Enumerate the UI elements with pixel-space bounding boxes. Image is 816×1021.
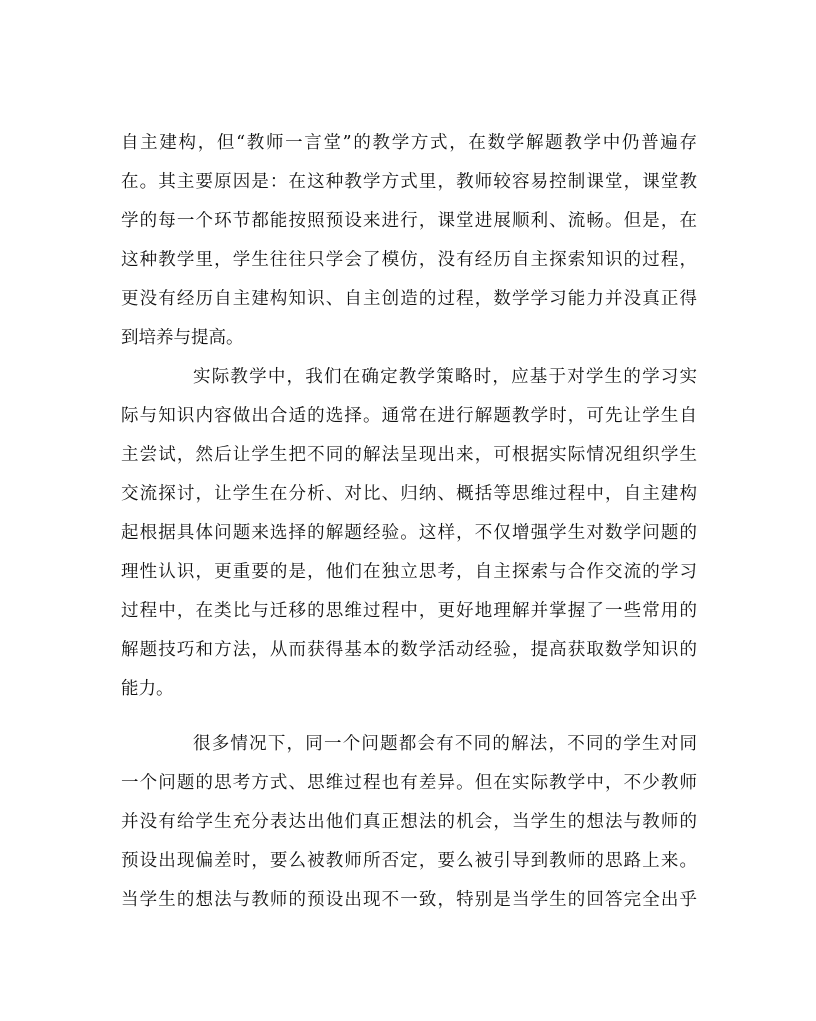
paragraph-1-line-1: 自主建构，但“教师一言堂”的教学方式，在数学解题教学中仍普遍存 bbox=[121, 133, 697, 153]
paragraph-2-line-5: 起根据具体问题来选择的解题经验。这样，不仅增强学生对数学问题的 bbox=[121, 523, 697, 543]
paragraph-3-line-5: 当学生的想法与教师的预设出现不一致，特别是当学生的回答完全出乎 bbox=[121, 890, 697, 910]
paragraph-1-line-6: 到培养与提高。 bbox=[121, 328, 244, 348]
paragraph-1-line-5: 更没有经历自主建构知识、自主创造的过程，数学学习能力并没真正得 bbox=[121, 289, 697, 309]
paragraph-3-line-2: 一个问题的思考方式、思维过程也有差异。但在实际教学中，不少教师 bbox=[121, 773, 697, 793]
paragraph-2-line-4: 交流探讨，让学生在分析、对比、归纳、概括等思维过程中，自主建构 bbox=[121, 484, 697, 504]
paragraph-2-line-2: 际与知识内容做出合适的选择。通常在进行解题教学时，可先让学生自 bbox=[121, 406, 697, 426]
paragraph-1-line-2: 在。其主要原因是：在这种教学方式里，教师较容易控制课堂，课堂教 bbox=[121, 172, 697, 192]
paragraph-2-line-6: 理性认识，更重要的是，他们在独立思考，自主探索与合作交流的学习 bbox=[121, 562, 697, 582]
paragraph-2-line-7: 过程中，在类比与迁移的思维过程中，更好地理解并掌握了一些常用的 bbox=[121, 601, 697, 621]
paragraph-1-line-4: 这种教学里，学生往往只学会了模仿，没有经历自主探索知识的过程， bbox=[121, 250, 697, 270]
paragraph-3-line-1: 很多情况下，同一个问题都会有不同的解法，不同的学生对同 bbox=[193, 734, 697, 754]
paragraph-3-line-4: 预设出现偏差时，要么被教师所否定，要么被引导到教师的思路上来。 bbox=[121, 851, 697, 871]
paragraph-3-line-3: 并没有给学生充分表达出他们真正想法的机会，当学生的想法与教师的 bbox=[121, 812, 697, 832]
paragraph-2-line-8: 解题技巧和方法，从而获得基本的数学活动经验，提高获取数学知识的 bbox=[121, 640, 697, 660]
paragraph-1-line-3: 学的每一个环节都能按照预设来进行，课堂进展顺利、流畅。但是，在 bbox=[121, 211, 697, 231]
paragraph-2-line-3: 主尝试，然后让学生把不同的解法呈现出来，可根据实际情况组织学生 bbox=[121, 445, 697, 465]
paragraph-2-line-9: 能力。 bbox=[121, 679, 174, 699]
paragraph-2-line-1: 实际教学中，我们在确定教学策略时，应基于对学生的学习实 bbox=[193, 367, 697, 387]
